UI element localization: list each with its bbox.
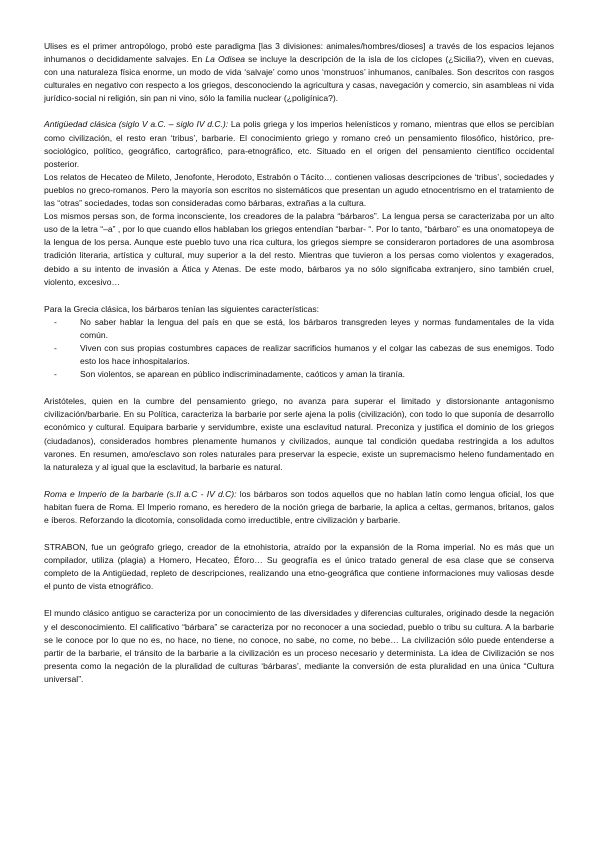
paragraph-relatos: Los relatos de Hecateo de Mileto, Jenofonte, Herodoto, Estrabón o Tácito… contienen valiosas descripciones de ‘tribus’, sociedades y pueblos no greco-romanos. Pero la mayoría son escritos no sistemáticos que presentan un agudo etnocentrismo en el tratamiento de las “otras” sociedades, todas son consideradas como bárbaras, extrañas a la cultura. <box>44 171 554 209</box>
dash-bullet: - <box>54 316 57 327</box>
paragraph-antiguedad <box>44 118 554 170</box>
dash-bullet: - <box>54 342 57 353</box>
paragraph-roma <box>44 488 554 527</box>
paragraph-aristoteles: Aristóteles, quien en la cumbre del pensamiento griego, no avanza para superar el limitado y distorsionante antagonismo civilización/barbarie. En su Política, caracteriza la barbarie por serle ajena la polis (civilización), con todo lo que suponía de desarrollo económico y cultural. Equipara barbarie y servidumbre, existe una esclavitud natural. Preconiza y justifica el dominio de los griegos (ciudadanos), considerados hombres plenamente humanos y civilizados, aunque tal condición quedaba restringida a los adultos varones. En resumen, amo/esclavo son roles naturales para preservar la especie, existe un supremacismo heleno fundamentado en la naturaleza y al igual que la esclavitud, la barbarie es natural. <box>44 396 554 472</box>
section-heading: Antigüedad clásica (siglo V a.C. – siglo IV d.C.): <box>44 119 229 130</box>
paragraph-strabon: STRABON, fue un geógrafo griego, creador de la etnohistoria, atraído por la expansión de la Roma imperial. No es más que un compilador, utiliza (plagia) a Homero, Hecateo, Éforo… Su geografía es el único tratado general de esa clase que se conserva completo de la Antigüedad, repleto de descripciones, realizando una etno-geográfica que contiene informaciones muy valiosas desde el punto de vista etnográfico. <box>44 542 554 592</box>
list-item <box>54 342 554 368</box>
work-title: La Odisea <box>205 54 246 65</box>
list-item-text: No saber hablar la lengua del país en que se está, los bárbaros transgreden leyes y normas fundamentales de la vida común. <box>80 316 554 340</box>
paragraph-persas: Los mismos persas son, de forma inconsciente, los creadores de la palabra “bárbaros”. La lengua persa se caracterizaba por un alto uso de la letra “–a” , por lo que cuando ellos hablaban los griegos entendían “barbar- “. Por lo tanto, “bárbaro” es una onomatopeya de la lengua de los persa. Aunque este pueblo tuvo una rica cultura, los griegos siempre se consideraron portadores de una asombrosa tradición literaria, artística y cultural, muy superior a la del resto. Mientras que tuvieron a los persas como violentos y exagerados, debido a su intento de invasión a Ática y Atenas. De este modo, bárbaros ya no sólo significaba extranjero, sino también cruel, violento, excesivo… <box>44 211 554 287</box>
paragraph-text: los bárbaros son todos aquellos que no hablan latín como lengua oficial, los que habitan fuera de Roma. El Imperio romano, es heredero de la noción griega de barbarie, la aplica a celtas, germanos, britanos, galos e íberos. Reforzando la dicotomía, consolidada como irreductible, entre civilización y barbarie. <box>44 488 554 525</box>
paragraph-ulises <box>44 40 554 105</box>
list-item <box>54 316 554 342</box>
paragraph-grecia-intro: Para la Grecia clásica, los bárbaros tenían las siguientes características: <box>44 303 320 314</box>
dash-bullet: - <box>54 369 57 380</box>
section-heading: Roma e Imperio de la barbarie (s.II a.C - IV d.C): <box>44 488 237 499</box>
paragraph-mundo-clasico: El mundo clásico antiguo se caracteriza por un conocimiento de las diversidades y diferencias culturales, originado desde la negación y el desconocimiento. El calificativo “bárbara” se caracteriza por no reconocer a una sociedad, pueblo o tribu su cultura. A la barbarie se le conoce por lo que no es, no hace, no tiene, no conoce, no sabe, no come, no bebe… La civilización sólo puede entenderse a partir de la barbarie, el tránsito de la barbarie a la civilización es un proceso necesario y determinista. La idea de Civilización se nos presenta como la negación de la pluralidad de culturas ‘bárbaras’, mediante la conversión de esta pluralidad en una única “Cultura universal”. <box>44 608 554 684</box>
list-item <box>54 368 554 381</box>
paragraph-text: La polis griega y los imperios helenísticos y romano, mientras que ellos se percibían como civilización, el resto eran ‘tribus’, barbarie. El conocimiento griego y romano creó un pensamiento filosófico, histórico, pre-sociológico, político, geográfico, cartográfico, para-etnográfico, etc. Situado en el origen del pensamiento científico occidental posterior. <box>44 119 554 169</box>
paragraph-text: Ulises es el primer antropólogo, probó este paradigma [las 3 divisiones: animales/hombres/dioses] a través de los espacios lejanos inhumanos o decididamente salvajes. En <box>44 41 554 65</box>
characteristics-list <box>44 316 554 381</box>
paragraph-text: se incluye la descripción de la isla de los cíclopes (¿Sicilia?), viven en cuevas, con una naturaleza física enorme, un modo de vida ‘salvaje’ como unos ‘monstruos’ inhumanos, caníbales. Son descritos con rasgos culturales en negativo con respecto a los griegos, desconociendo la agricultura y casas, navegación y comercio, sin asambleas ni vida jurídico-social ni religión, sin pan ni vino, sólo la familia nuclear (¿poligínica?). <box>44 54 554 104</box>
list-item-text: Viven con sus propias costumbres capaces de realizar sacrificios humanos y el colgar las cabezas de sus enemigos. Todo esto los hace inhospitalarios. <box>80 342 554 367</box>
list-item-text: Son violentos, se aparean en público indiscriminadamente, caóticos y aman la tiranía. <box>80 369 405 380</box>
